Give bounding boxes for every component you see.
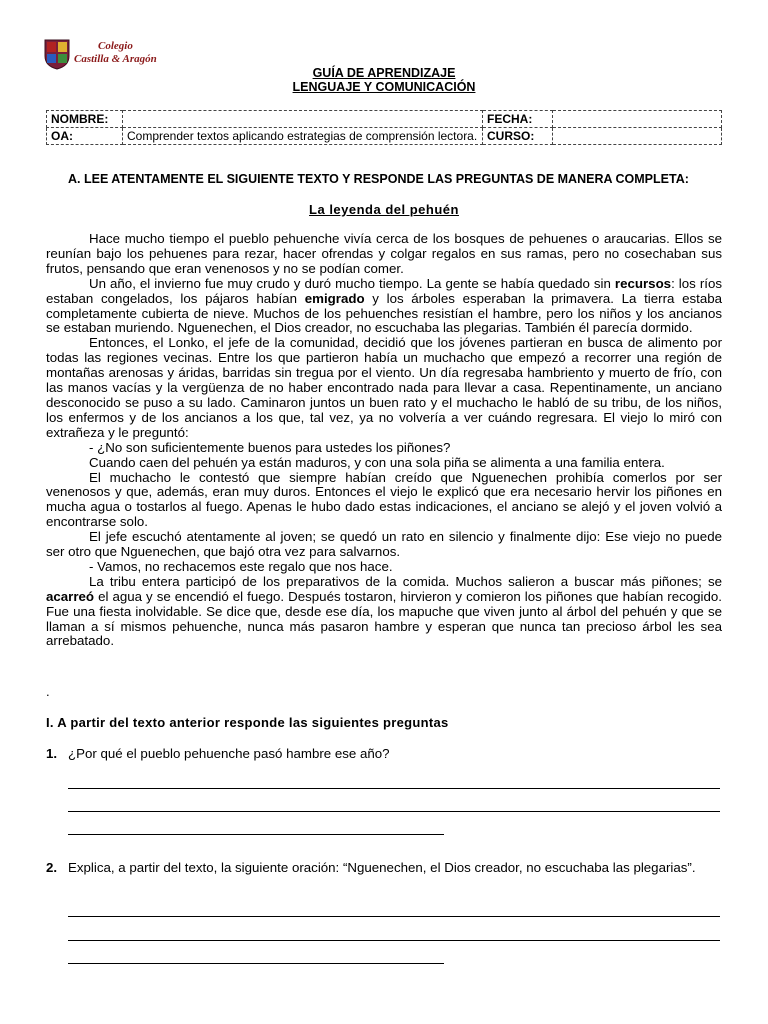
question-2 <box>46 860 722 875</box>
oa-label: OA: <box>47 128 123 145</box>
answer-line[interactable] <box>68 963 444 964</box>
student-info-table <box>46 110 722 145</box>
story-paragraph: El muchacho le contestó que siempre habían creído que Nguenechen prohibía comerlos por ser venenosos y que, además, eran muy duros. Entonces el viejo le explicó que era necesario hervir los piñones en mucha agua o tostarlos al fuego. Apenas le hubo dado estas indicaciones, el anciano se alejó y el joven volvió a encontrarse solo. <box>46 469 722 530</box>
subject-title: LENGUAJE Y COMUNICACIÓN <box>292 80 476 94</box>
school-name-line2: Castilla & Aragón <box>74 53 157 65</box>
text-run: el agua y se encendió el fuego. Después tostaron, hirvieron y comieron los piñones que habían recogido. Fue una fiesta inolvidable. Se dice que, desde ese día, los mapuche que viven junto al árbol del pehuén y que se llaman a sí mismos pehuenche, nunca más pasaron hambre y esperan que nunca tan precioso árbol les sea arrebatado. <box>46 588 722 649</box>
question-text: ¿Por qué el pueblo pehuenche pasó hambre ese año? <box>68 746 390 761</box>
curso-label: CURSO: <box>483 128 553 145</box>
story-paragraph <box>46 575 722 650</box>
text-run: : los ríos estaban congelados, los pájaros habían <box>46 275 722 306</box>
story-paragraph: Hace mucho tiempo el pueblo pehuenche vivía cerca de los bosques de pehuenes o araucarias. Ellos se reunían bajo los pehuenes para rezar, hacer ofrendas y colgar regalos en sus ramas, pero no cosechaban sus frutos, pensando que eran venenosos y no se podían comer. <box>46 231 722 276</box>
story-paragraph <box>46 277 722 337</box>
question-text: Explica, a partir del texto, la siguiente oración: “Nguenechen, el Dios creador, no escuchaba las plegarias”. <box>68 860 696 875</box>
question-number: 2. <box>46 860 58 875</box>
story-paragraph: Entonces, el Lonko, el jefe de la comunidad, decidió que los jóvenes partieran en busca de alimento por todas las regiones vecinas. Entre los que partieron había un muchacho que empezó a recorrer una región de montañas arenosas y áridas, barridas sin tregua por el viento. Un día regresaba hambriento y muerto de frío, con las manos vacías y la vergüenza de no haber encontrado nada para llevar a casa. Repentinamente, un anciano desconocido se puso a su lado. Caminaron juntos un buen rato y el muchacho le habló de su tribu, de los niños, los enfermos y de los ancianos a los que, tal vez, ya no volvería a ver cuándo regresara. El viejo lo miró con extrañeza y le preguntó: <box>46 335 722 440</box>
oa-value: Comprender textos aplicando estrategias de comprensión lectora. <box>123 128 483 145</box>
school-name-line1: Colegio <box>98 40 133 52</box>
story-title: La leyenda del pehuén <box>309 202 459 217</box>
question-number: 1. <box>46 746 58 761</box>
table-row <box>47 128 722 145</box>
fecha-label: FECHA: <box>483 111 553 128</box>
text-run: Un año, el invierno fue muy crudo y duró mucho tiempo. La gente se había quedado sin <box>89 275 615 291</box>
story-paragraph: Cuando caen del pehuén ya están maduros, y con una sola piña se alimenta a una familia entera. <box>89 454 665 470</box>
curso-field[interactable] <box>553 128 722 145</box>
stray-dot: . <box>46 684 50 699</box>
story-paragraph: El jefe escuchó atentamente al joven; se quedó un rato en silencio y finalmente dijo: Ese viejo no puede ser otro que Nguenechen, que bajó otra vez para salvarnos. <box>46 529 722 560</box>
story-paragraph: - Vamos, no rechacemos este regalo que nos hace. <box>89 558 393 574</box>
answer-line[interactable] <box>68 940 720 941</box>
table-row <box>47 111 722 128</box>
guide-title: GUÍA DE APRENDIZAJE <box>312 66 456 80</box>
vocab-word-emigrado: emigrado <box>304 290 365 306</box>
text-run: y los árboles esperaban la primavera. La tierra estaba completamente cubierta de nieve. Muchos de los pehuenches resistían el hambre, pero los niños y los ancianos se estaban muriendo. Nguenechen, el Dios creador, no escuchaba las plegarias. También él parecía dormido. <box>46 290 723 336</box>
vocab-word-acarreo: acarreó <box>46 588 95 604</box>
nombre-label: NOMBRE: <box>47 111 123 128</box>
answer-line[interactable] <box>68 834 444 835</box>
story-text <box>46 232 722 649</box>
answer-line[interactable] <box>68 916 720 917</box>
school-name <box>74 40 157 66</box>
answer-line[interactable] <box>68 811 720 812</box>
question-1 <box>46 746 722 761</box>
vocab-word-recursos: recursos <box>614 275 672 291</box>
instruction-heading: A. LEE ATENTAMENTE EL SIGUIENTE TEXTO Y RESPONDE LAS PREGUNTAS DE MANERA COMPLETA: <box>68 172 689 186</box>
nombre-field[interactable] <box>123 111 483 128</box>
text-run: La tribu entera participó de los preparativos de la comida. Muchos salieron a buscar más piñones; se <box>89 573 722 589</box>
document-header <box>0 66 768 94</box>
fecha-field[interactable] <box>553 111 722 128</box>
story-paragraph: - ¿No son suficientemente buenos para ustedes los piñones? <box>89 439 451 455</box>
answer-line[interactable] <box>68 788 720 789</box>
questions-heading: I. A partir del texto anterior responde las siguientes preguntas <box>46 715 449 730</box>
